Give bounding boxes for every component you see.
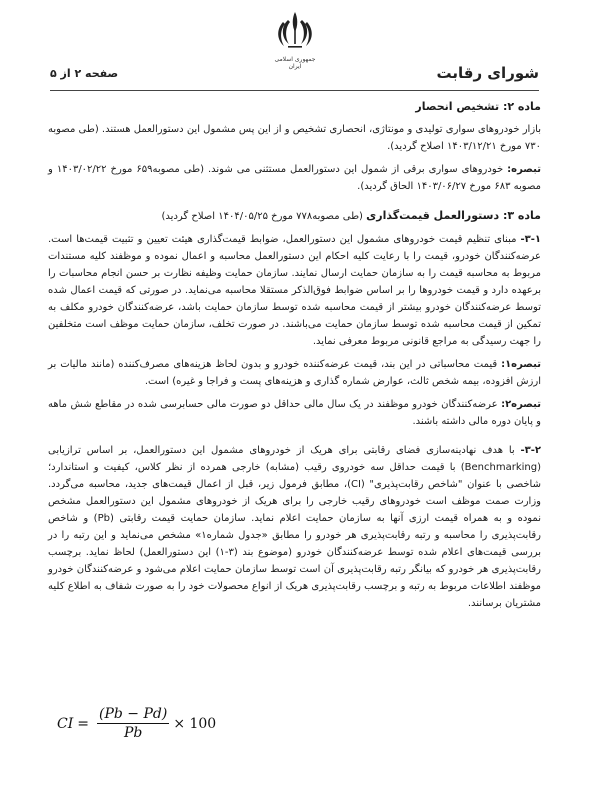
iran-emblem xyxy=(268,8,322,68)
formula-equals: = xyxy=(77,715,89,732)
note-2-text: عرضه‌کنندگان خودرو موظفند در یک سال مالی حداقل دو صورت مالی حسابرسی شده در مقاطع شش ماهه و پایان دوره مالی داشته باشند. xyxy=(48,399,541,427)
note-1-text: قیمت محاسباتی در این بند، قیمت عرضه‌کننده خودرو و بدون لحاظ هزینه‌های مصرف‌کننده (مانند مالیات بر ارزش افزوده، بیمه شخص ثالث، عوارض شماره گذاری و هزینه‌های پست و فراجا و غیره) است. xyxy=(48,359,541,387)
article-2-note xyxy=(48,161,541,195)
note-1-label: تبصره۱: xyxy=(501,359,541,370)
formula-multiplier: × 100 xyxy=(173,715,217,732)
emblem-caption: جمهوری اسلامی ایران xyxy=(274,56,316,70)
page-number: صفحه ۲ از ۵ xyxy=(50,67,119,80)
article-3-heading xyxy=(48,207,541,225)
clause-3-2-label: ۳-۲- xyxy=(520,445,541,456)
formula-fraction xyxy=(97,706,169,741)
organization-name: شورای رقابت xyxy=(436,64,539,82)
clause-3-2-text: با هدف نهادینه‌سازی فضای رقابتی برای هریک از خودروهای مشمول این دستورالعمل، بر اساس ترازیابی (Benchmarking) با قیمت حداقل سه خودروی رقیب (مشابه) خارجی همرده از نظر کلاس، کیفیت و استاندارد؛ شاخصی با عنوان "شاخص رقابت‌پذیری" (CI)، مطابق فرمول زیر، قبل از اعمال قیمت‌های جدید، محاسبه می‌گردد. وزارت صمت موظف است خودروهای رقیب خارجی را برای هریک از خودروهای مشمول این دستورالعمل مشخص نموده و به همراه قیمت ارزی آنها به سازمان حمایت اعلام نماید. سازمان حمایت قیمت رقابتی (Pb) و شاخص رقابت‌پذیری را محاسبه و رتبه رقابت‌پذیری هر خودرو را مطابق «جدول شماره۱» مشخص می‌نماید و این رتبه را در بررسی قیمت‌های اعلام شده توسط عرضه‌کنندگان خودرو (موضوع بند (۳-۱) این دستورالعمل) لحاظ نماید. برچسب رقابت‌پذیری هر خودرو که بیانگر رتبه رقابت‌پذیری آن است توسط سازمان حمایت اعلام می‌شود و عرضه‌کنندگان خودرو موظفند اطلاعات مربوط به رتبه و برچسب رقابت‌پذیری هریک از انواع محصولات خود را به صورت شفاف به اطلاع کلیه مشتریان برسانند. xyxy=(48,445,541,609)
clause-3-1-note-2 xyxy=(48,396,541,430)
article-2-heading: ماده ۲: تشخیص انحصار xyxy=(415,100,541,113)
clause-3-1-label: ۳-۱- xyxy=(520,234,541,245)
emblem-icon xyxy=(268,8,322,54)
article-2-paragraph: بازار خودروهای سواری تولیدی و مونتاژی، انحصاری تشخیص و از این پس مشمول این دستورالعمل هستند. (طی مصوبه ۷۳۰ مورخ ۱۴۰۳/۱۲/۲۱ اصلاح گردید). xyxy=(48,124,541,152)
formula-lhs: CI xyxy=(57,715,74,732)
document-body xyxy=(48,98,541,618)
note-text: خودروهای سواری برقی از شمول این دستورالعمل مستثنی می شوند. (طی مصوبه۶۵۹ مورخ ۱۴۰۳/۰۲/۲۲ و مصوبه ۶۸۳ مورخ ۱۴۰۳/۰۶/۲۷ الحاق گردید). xyxy=(48,164,541,192)
clause-3-2 xyxy=(48,442,541,612)
article-3-heading-note: (طی مصوبه۷۷۸ مورخ ۱۴۰۴/۰۵/۲۵ اصلاح گردید) xyxy=(161,211,367,222)
clause-3-1 xyxy=(48,231,541,350)
formula-denominator: Pb xyxy=(123,725,143,741)
ci-formula xyxy=(57,706,216,741)
clause-3-1-note-1 xyxy=(48,356,541,390)
clause-3-1-text: مبنای تنظیم قیمت خودروهای مشمول این دستورالعمل، ضوابط قیمت‌گذاری هیئت تعیین و تثبیت قیمت‌ها است. عرضه‌کنندگان خودرو، قیمت را با رعایت کلیه احکام این دستورالعمل محاسبه و اعمال نموده و موظفند کلیه مستندات مربوط به محاسبه قیمت را به سازمان حمایت ارسال نمایند. سازمان حمایت وظیفه نظارت بر حسن انجام محاسبات را برعهده دارد و قیمت خودروها را بر اساس ضوابط فوق‌الذکر مستقلا محاسبه می‌نماید. در صورتی که قیمت اعمال شده توسط عرضه‌کنندگان خودرو بیشتر از قیمت محاسبه شده توسط سازمان حمایت باشد، عرضه‌کنندگان خودرو مکلف به تمکین از قیمت محاسبه شده توسط سازمان حمایت می‌باشند. در صورت تخلف، سازمان حمایت موظف است متخلفین را جهت رسیدگی به مراجع قانونی مربوط معرفی نماید. xyxy=(48,234,541,347)
page-header xyxy=(50,64,539,90)
note-label: تبصره: xyxy=(507,164,541,175)
note-2-label: تبصره۲: xyxy=(501,399,541,410)
formula-numerator: (Pb − Pd) xyxy=(98,706,168,722)
header-divider xyxy=(50,90,539,91)
article-3-title: ماده ۳: دستورالعمل قیمت‌گذاری xyxy=(366,209,541,222)
